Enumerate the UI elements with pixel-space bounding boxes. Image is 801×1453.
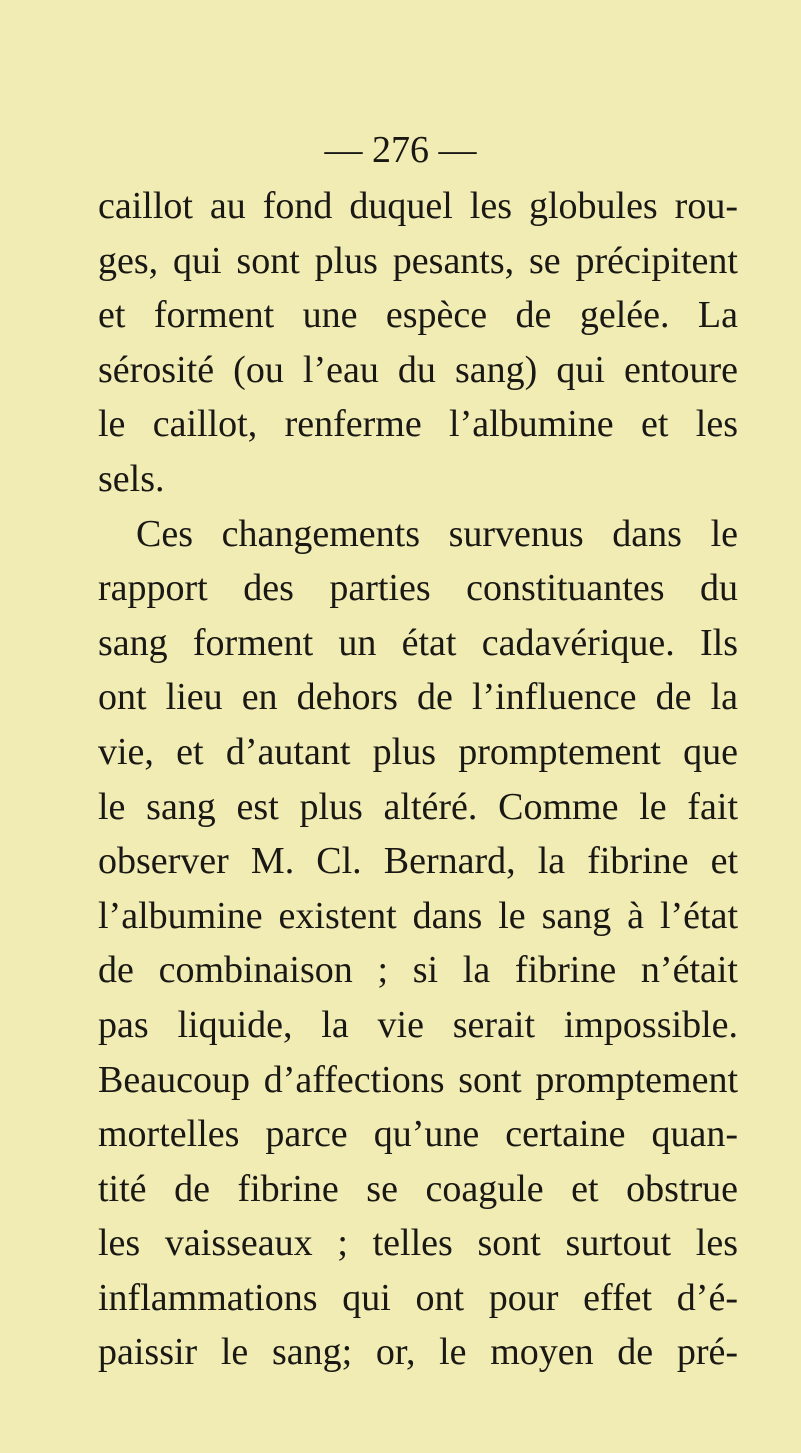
text-line: paissir le sang; or, le moyen de pré-	[98, 1331, 738, 1374]
text-line: vie, et d’autant plus promptement que	[98, 730, 738, 773]
page-number: — 276 —	[324, 129, 477, 171]
text-line: sang forment un état cadavérique. Ils	[98, 621, 738, 664]
text-line: les vaisseaux ; telles sont surtout les	[98, 1222, 738, 1265]
text-line: de combinaison ; si la fibrine n’était	[98, 949, 738, 992]
text-line: le sang est plus altéré. Comme le fait	[98, 785, 738, 828]
text-line: observer M. Cl. Bernard, la fibrine et	[98, 840, 738, 883]
text-line: Beaucoup d’affections sont promptement	[98, 1058, 738, 1101]
text-line: inflammations qui ont pour effet d’é-	[98, 1276, 738, 1319]
text-line: le caillot, renferme l’albumine et les	[98, 403, 738, 446]
text-line: sérosité (ou l’eau du sang) qui entoure	[98, 348, 738, 391]
text-line: Ces changements survenus dans le	[136, 512, 738, 555]
text-line: sels.	[98, 457, 165, 500]
text-line: ges, qui sont plus pesants, se précipitent	[98, 239, 738, 282]
text-line: rapport des parties constituantes du	[98, 567, 738, 610]
text-line: pas liquide, la vie serait impossible.	[98, 1003, 738, 1046]
text-line: et forment une espèce de gelée. La	[98, 294, 738, 337]
body-text	[98, 179, 738, 1380]
text-line: l’albumine existent dans le sang à l’état	[98, 894, 738, 937]
text-line: caillot au fond duquel les globules rou-	[98, 185, 738, 227]
text-line: mortelles parce qu’une certaine quan-	[98, 1113, 738, 1156]
text-line: tité de fibrine se coagule et obstrue	[98, 1167, 738, 1210]
text-line: ont lieu en dehors de l’influence de la	[98, 676, 738, 719]
